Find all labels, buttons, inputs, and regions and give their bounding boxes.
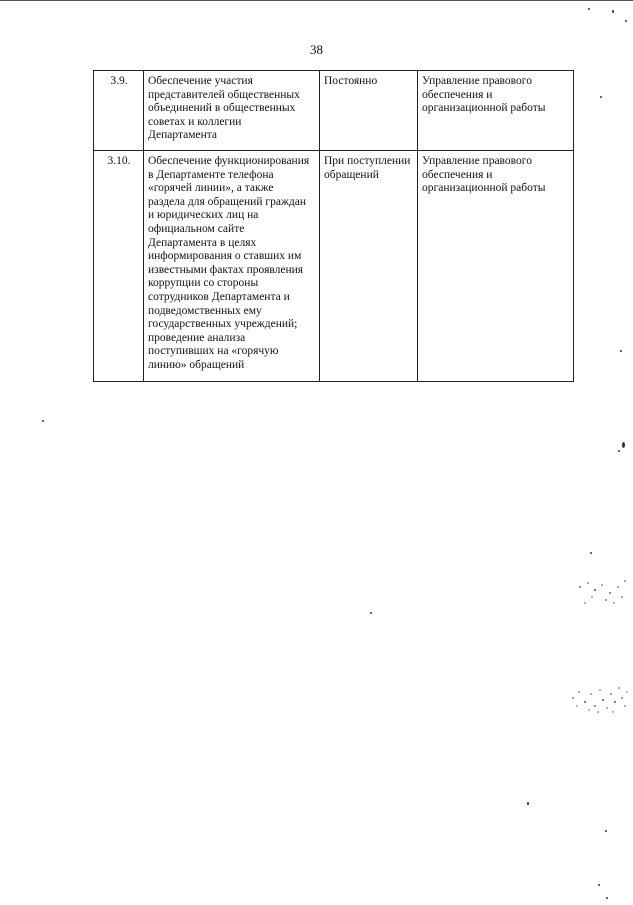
scan-noise-cluster [565, 680, 633, 720]
term-cell: Постоянно [320, 71, 418, 151]
scan-speck [612, 10, 614, 13]
scan-speck [370, 612, 372, 614]
scan-speck [622, 442, 625, 448]
scan-speck [42, 420, 44, 422]
row-number-cell: 3.9. [94, 71, 144, 151]
page-number: 38 [310, 42, 323, 57]
scan-speck [625, 20, 627, 22]
measure-cell: Обеспечение функционирования в Департаменте телефона «горячей линии», а также раздела для обращений граждан и юридических лиц на официальном сайте Департамента в целях информирования о ставших им известными фактах проявления коррупции со стороны сотрудников Департамента и подведомственных ему государственных учреждений; проведение анализа поступивших на «горячую линию» обращений [144, 151, 320, 382]
scan-speck [606, 897, 608, 899]
page-top-edge [0, 0, 633, 1]
table-row [94, 71, 574, 151]
scan-speck [598, 884, 600, 886]
measures-table [93, 70, 574, 382]
scan-speck [618, 450, 620, 452]
scan-speck [620, 350, 622, 352]
responsible-cell: Управление правового обеспечения и организационной работы [418, 71, 574, 151]
scan-noise-cluster [570, 575, 630, 615]
measure-cell: Обеспечение участия представителей общественных объединений в общественных советах и коллегии Департамента [144, 71, 320, 151]
scan-speck [605, 830, 607, 832]
scan-speck [527, 802, 529, 805]
row-number-cell: 3.10. [94, 151, 144, 382]
scan-speck [600, 96, 602, 98]
scan-speck [590, 552, 592, 554]
term-cell: При поступлении обращений [320, 151, 418, 382]
table-row [94, 151, 574, 382]
responsible-cell: Управление правового обеспечения и организационной работы [418, 151, 574, 382]
scan-speck [588, 8, 590, 10]
